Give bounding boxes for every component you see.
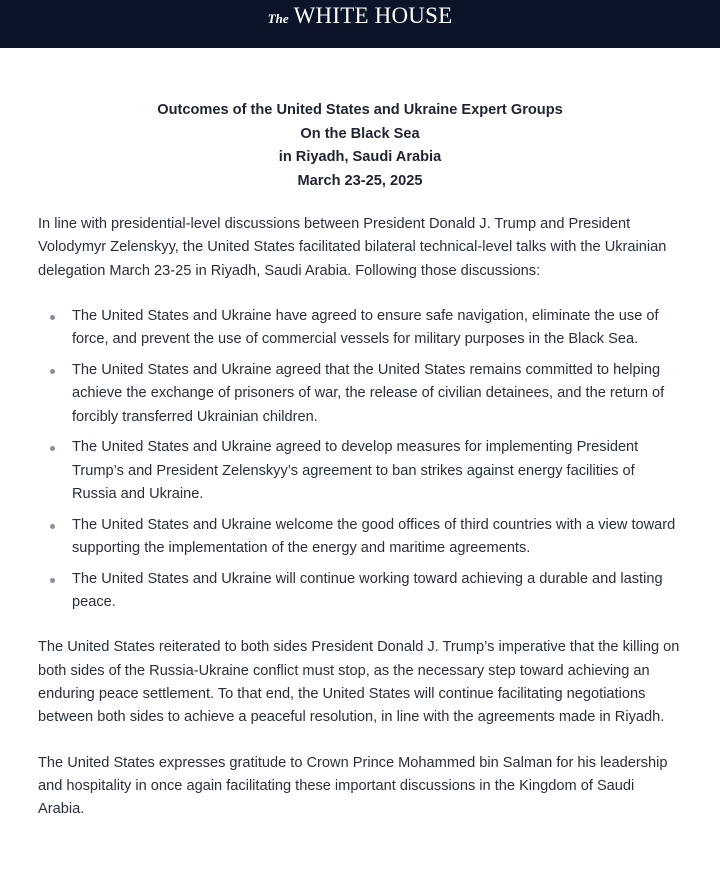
list-item (38, 305, 682, 352)
list-item-text: The United States and Ukraine agreed that the United States remains committed to helping achieve the exchange of prisoners of war, the release of civilian detainees, and the return of forcibly transferred Ukrainian children. (72, 361, 665, 425)
article-body (0, 99, 720, 822)
list-item (38, 359, 682, 429)
list-item (38, 568, 682, 615)
reiteration-paragraph: The United States reiterated to both sides President Donald J. Trump’s imperative that the killing on both sides of the Russia-Ukraine conflict must stop, as the necessary step toward achieving an enduring peace settlement. To that end, the United States will continue facilitating negotiations between both sides to achieve a peaceful resolution, in line with the agreements made in Riyadh. (38, 639, 680, 726)
list-item-text: The United States and Ukraine agreed to develop measures for implementing President Trump’s and President Zelenskyy’s agreement to ban strikes against energy facilities of Russia and Ukraine. (72, 439, 639, 502)
list-item-text: The United States and Ukraine have agreed to ensure safe navigation, eliminate the use of force, and prevent the use of commercial vessels for military purposes in the Black Sea. (72, 307, 659, 348)
bullet-dot-icon (50, 315, 55, 320)
list-item-text: The United States and Ukraine will continue working toward achieving a durable and lasting peace. (72, 570, 663, 611)
white-house-logo[interactable] (268, 3, 453, 29)
bullet-dot-icon (50, 524, 55, 529)
bullet-dot-icon (50, 446, 55, 451)
logo-prefix: The (267, 11, 289, 26)
list-item (38, 436, 682, 506)
list-item-text: The United States and Ukraine welcome the good offices of third countries with a view toward supporting the implementation of the energy and maritime agreements. (72, 516, 676, 557)
outcomes-list (38, 305, 682, 615)
list-item (38, 514, 682, 561)
bullet-dot-icon (50, 578, 55, 583)
title-line-1: Outcomes of the United States and Ukraine Expert Groups (157, 102, 563, 118)
logo-name: WHITE HOUSE (293, 3, 453, 28)
gratitude-paragraph: The United States expresses gratitude to Crown Prince Mohammed bin Salman for his leadership and hospitality in once again facilitating these important discussions in the Kingdom of Saudi Arabia. (38, 754, 668, 818)
page-title (38, 99, 682, 193)
title-date: March 23-25, 2025 (297, 172, 423, 189)
intro-paragraph: In line with presidential-level discussions between President Donald J. Trump and President Volodymyr Zelenskyy, the United States facilitated bilateral technical-level talks with the Ukrainian delegation March 23-25 in Riyadh, Saudi Arabia. Following those discussions: (38, 216, 667, 279)
title-line-3: in Riyadh, Saudi Arabia (278, 149, 442, 165)
site-header (0, 0, 720, 48)
title-line-2: On the Black Sea (300, 125, 420, 142)
bullet-dot-icon (50, 369, 55, 374)
